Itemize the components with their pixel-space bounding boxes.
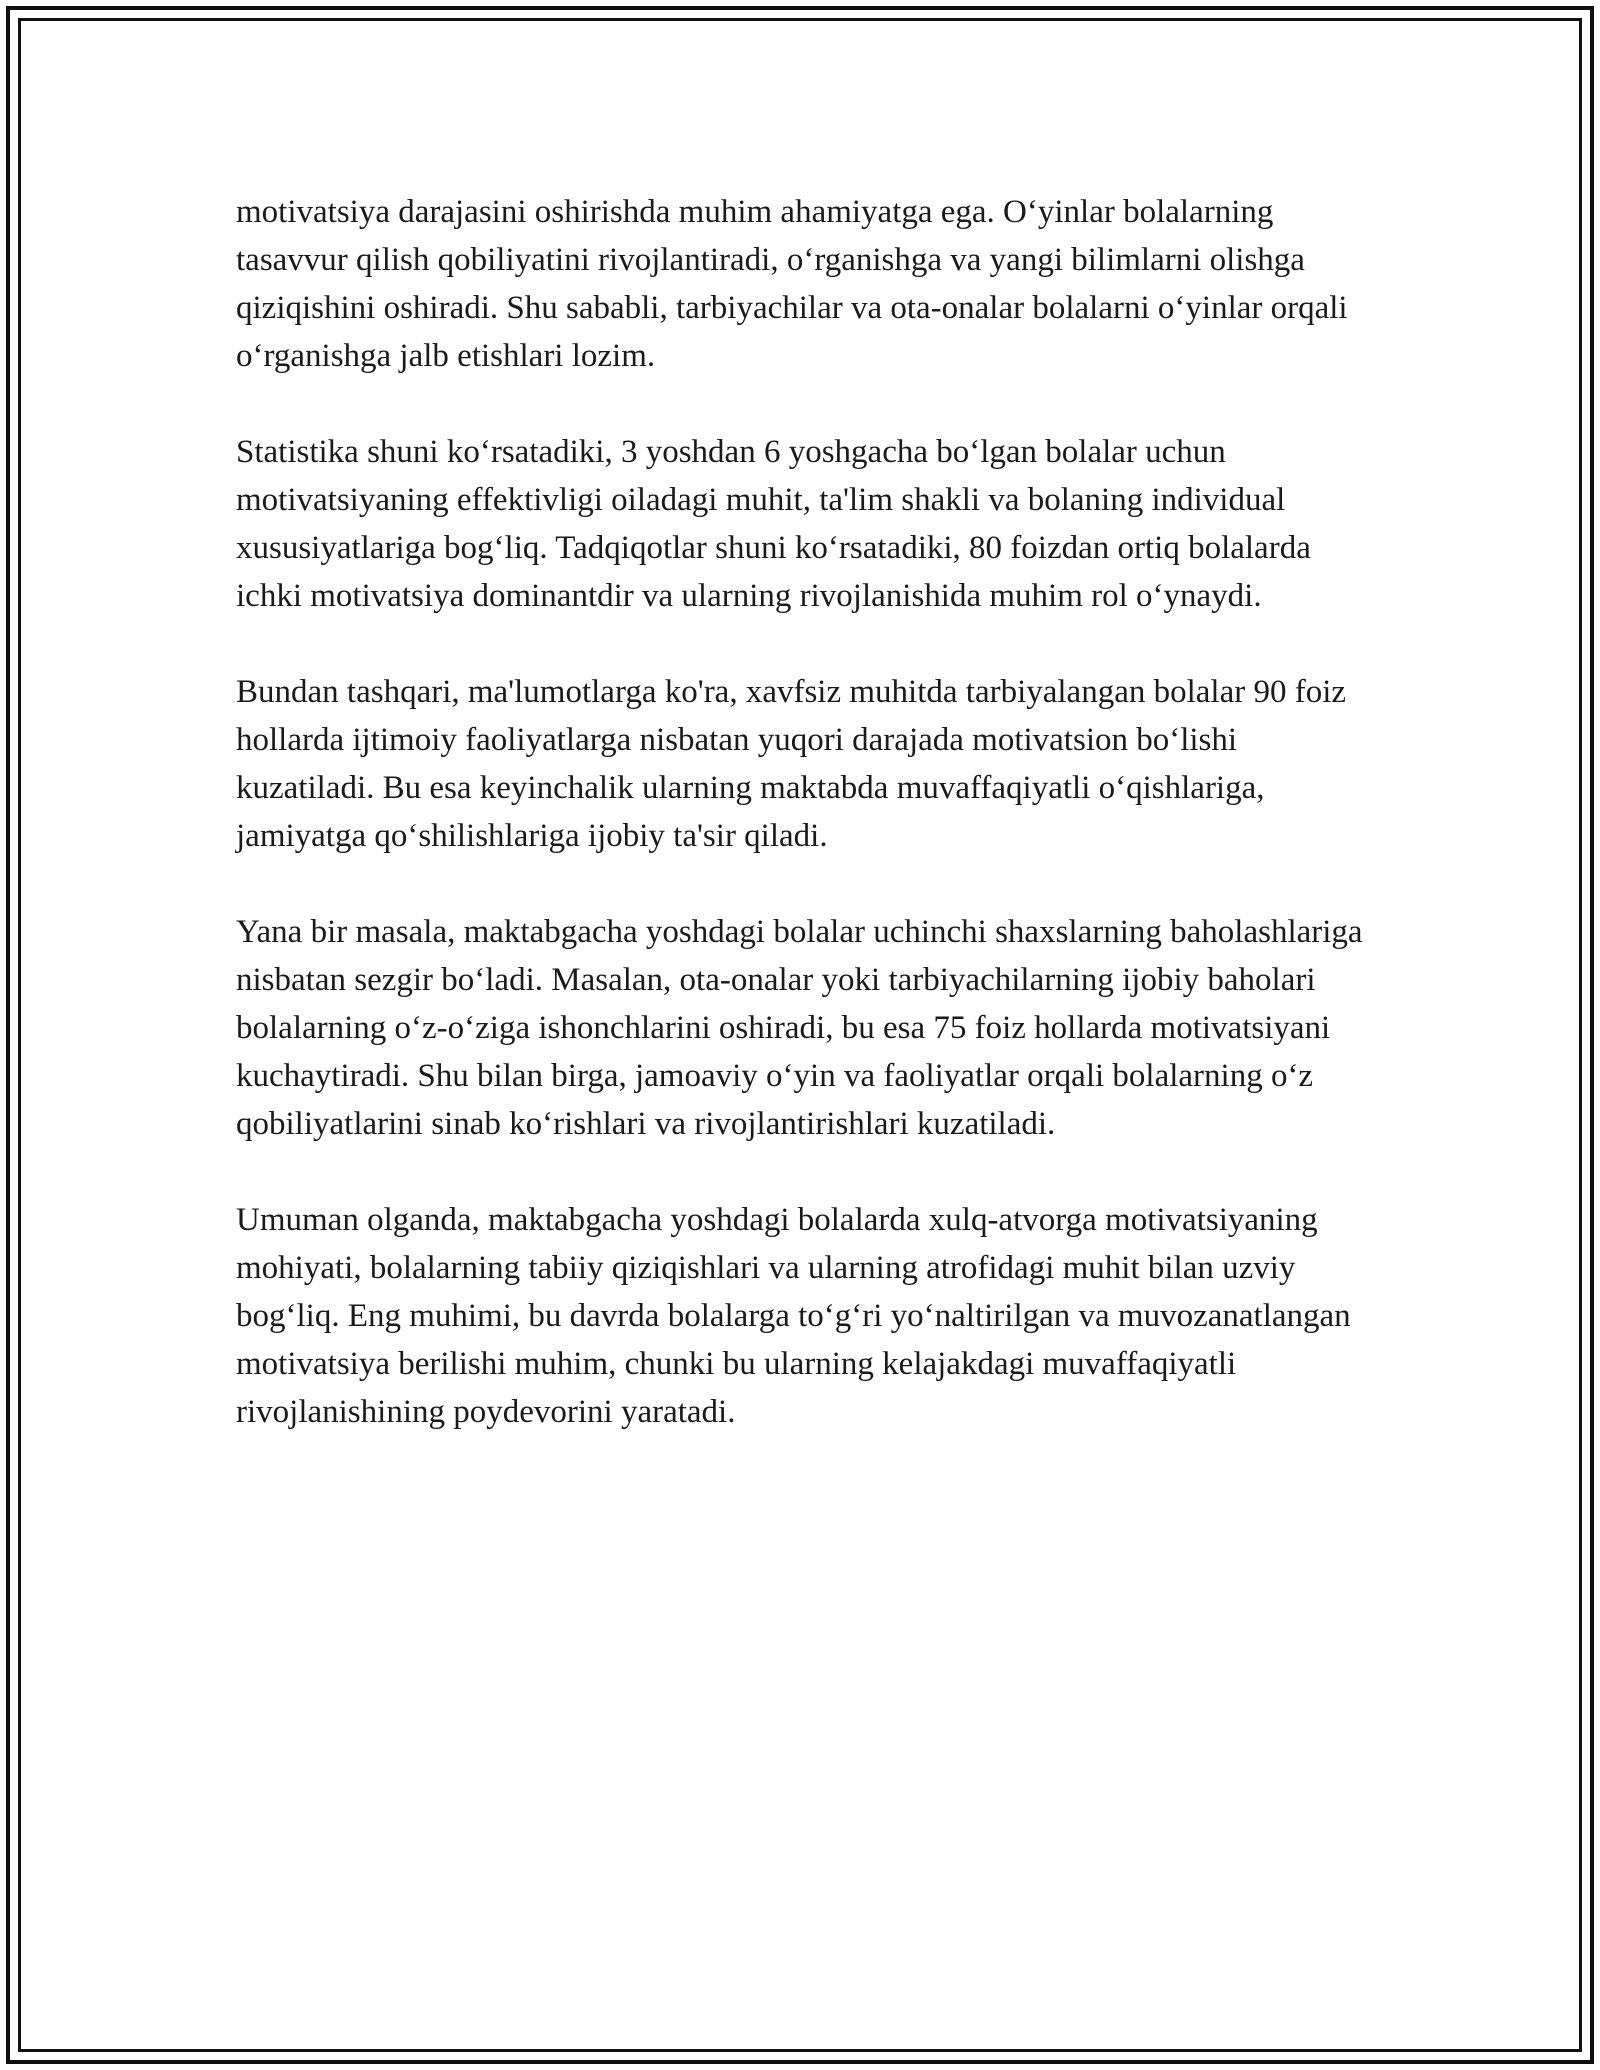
paragraph-5: Umuman olganda, maktabgacha yoshdagi bolalarda xulq-atvorga motivatsiyaning mohiyati, bolalarning tabiiy qiziqishlari va ularning atrofidagi muhit bilan uzviy bog‘liq. Eng muhimi, bu davrda bolalarga to‘g‘ri yo‘naltirilgan va muvozanatlangan motivatsiya berilishi muhim, chunki bu ularning kelajakdagi muvaffaqiyatli rivojlanishining poydevorini yaratadi. (236, 1202, 1351, 1430)
paragraph-2: Statistika shuni ko‘rsatadiki, 3 yoshdan 6 yoshgacha bo‘lgan bolalar uchun motivatsiyaning effektivligi oiladagi muhit, ta'lim shakli va bolaning individual xususiyatlariga bog‘liq. Tadqiqotlar shuni ko‘rsatadiki, 80 foizdan ortiq bolalarda ichki motivatsiya dominantdir va ularning rivojlanishida muhim rol o‘ynaydi. (236, 434, 1311, 614)
paragraph-4: Yana bir masala, maktabgacha yoshdagi bolalar uchinchi shaxslarning baholashlariga nisbatan sezgir bo‘ladi. Masalan, ota-onalar yoki tarbiyachilarning ijobiy baholari bolalarning o‘z-o‘ziga ishonchlarini oshiradi, bu esa 75 foiz hollarda motivatsiyani kuchaytiradi. Shu bilan birga, jamoaviy o‘yin va faoliyatlar orqali bolalarning o‘z qobiliyatlarini sinab ko‘rishlari va rivojlantirishlari kuzatiladi. (236, 914, 1363, 1142)
paragraph-3: Bundan tashqari, ma'lumotlarga ko'ra, xavfsiz muhitda tarbiyalangan bolalar 90 foiz hollarda ijtimoiy faoliyatlarga nisbatan yuqori darajada motivatsion bo‘lishi kuzatiladi. Bu esa keyinchalik ularning maktabda muvaffaqiyatli o‘qishlariga, jamiyatga qo‘shilishlariga ijobiy ta'sir qiladi. (236, 674, 1347, 854)
document-body (236, 188, 1376, 1484)
paragraph-1: motivatsiya darajasini oshirishda muhim ahamiyatga ega. O‘yinlar bolalarning tasavvur qilish qobiliyatini rivojlantiradi, o‘rganishga va yangi bilimlarni olishga qiziqishini oshiradi. Shu sababli, tarbiyachilar va ota-onalar bolalarni o‘yinlar orqali o‘rganishga jalb etishlari lozim. (236, 194, 1348, 374)
